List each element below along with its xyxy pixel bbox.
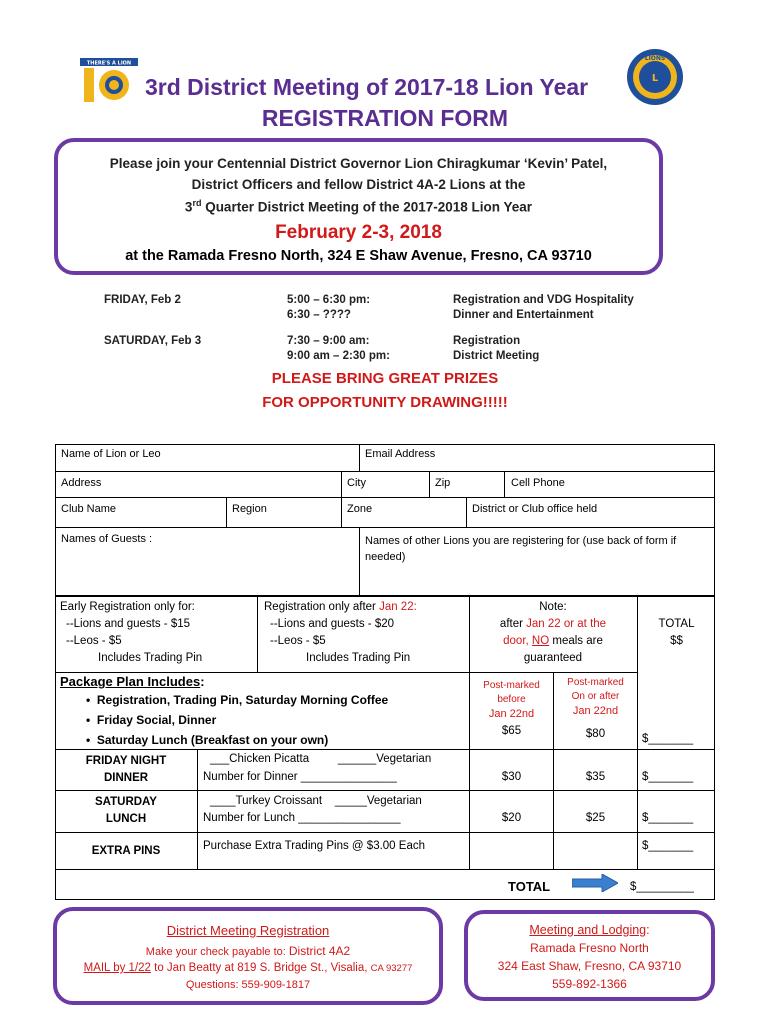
other-lions-field[interactable]: Names of other Lions you are registering for (use back of form if needed) — [365, 535, 677, 563]
extra-pins-label: EXTRA PINS — [91, 845, 161, 857]
friday-price-after: $35 — [585, 771, 606, 783]
grand-total-blank[interactable]: $_________ — [630, 881, 694, 893]
late-note: Note: after Jan 22 or at the door, NO meals are guaranteed — [499, 601, 607, 664]
lodging-address: 324 East Shaw, Fresno, CA 93710 — [497, 959, 682, 973]
saturday-lunch-options[interactable]: ____Turkey Croissant _____Vegetarian — [210, 795, 422, 807]
schedule-times-saturday: 7:30 – 9:00 am: 9:00 am – 2:30 pm: — [287, 335, 390, 362]
saturday-price-after: $25 — [585, 812, 606, 824]
name-field[interactable]: Name of Lion or Leo — [61, 448, 161, 460]
package-price-after: $80 — [585, 728, 606, 740]
schedule-events-friday: Registration and VDG Hospitality Dinner and Entertainment — [453, 294, 634, 321]
form-heading: REGISTRATION FORM — [261, 105, 509, 131]
prize-notice-1: PLEASE BRING GREAT PRIZES — [271, 370, 499, 387]
friday-dinner-options[interactable]: ___Chicken Picatta ______Vegetarian — [210, 753, 432, 765]
mail-line: MAIL by 1/22 to Jan Beatty at 819 S. Bridge St., Visalia, CA 93277 — [83, 962, 413, 974]
saturday-total-blank[interactable]: $_______ — [642, 812, 694, 824]
friday-dinner-count[interactable]: Number for Dinner _______________ — [203, 771, 397, 783]
guests-field[interactable]: Names of Guests : — [61, 533, 153, 545]
extra-pins-description: Purchase Extra Trading Pins @ $3.00 Each — [203, 840, 425, 852]
friday-price-before: $30 — [501, 771, 522, 783]
lions-emblem — [626, 48, 684, 106]
extra-pins-total-blank[interactable]: $_______ — [642, 840, 694, 852]
postmarked-before-label: Post-marked before Jan 22nd — [483, 680, 540, 720]
early-registration: Early Registration only for: --Lions and guests - $15 --Leos - $5 Includes Trading Pin — [60, 601, 203, 664]
event-date: February 2-3, 2018 — [275, 222, 442, 243]
arrow-right-icon — [572, 874, 618, 897]
schedule-times-friday: 5:00 – 6:30 pm: 6:30 – ???? — [287, 294, 371, 321]
district-office-field[interactable]: District or Club office held — [472, 503, 598, 515]
friday-total-blank[interactable]: $_______ — [642, 771, 694, 783]
package-plan-title: Package Plan Includes: — [60, 674, 205, 689]
intro-line-1: Please join your Centennial District Governor Lion Chiragkumar ‘Kevin’ Patel, — [109, 156, 608, 171]
cell-phone-field[interactable]: Cell Phone — [511, 477, 565, 489]
saturday-lunch-label: SATURDAY LUNCH — [95, 796, 157, 825]
zip-field[interactable]: Zip — [435, 477, 451, 489]
package-item: • Saturday Lunch (Breakfast on your own) — [86, 733, 329, 747]
package-item: • Friday Social, Dinner — [86, 713, 217, 727]
schedule-events-saturday: Registration District Meeting — [453, 335, 540, 362]
package-price-before: $65 — [501, 725, 522, 737]
city-field[interactable]: City — [347, 477, 366, 489]
svg-text:THERE'S A LION: THERE'S A LION — [86, 60, 132, 67]
schedule-day-saturday: SATURDAY, Feb 3 — [104, 335, 202, 347]
saturday-lunch-count[interactable]: Number for Lunch ________________ — [203, 812, 401, 824]
event-venue: at the Ramada Fresno North, 324 E Shaw Avenue, Fresno, CA 93710 — [125, 248, 592, 264]
intro-line-3: 3rd Quarter District Meeting of the 2017-2018 Lion Year — [184, 198, 533, 215]
postmarked-after-label: Post-marked On or after Jan 22nd — [567, 677, 624, 717]
grand-total-label: TOTAL — [508, 879, 551, 894]
club-name-field[interactable]: Club Name — [61, 503, 117, 515]
centennial-logo — [80, 58, 138, 104]
total-column-header: TOTAL $$ — [658, 618, 695, 647]
package-item: • Registration, Trading Pin, Saturday Morning Coffee — [86, 693, 389, 707]
page-title: 3rd District Meeting of 2017-18 Lion Year — [145, 74, 589, 100]
friday-dinner-label: FRIDAY NIGHT DINNER — [85, 755, 167, 784]
address-field[interactable]: Address — [61, 477, 102, 489]
district-registration-title: District Meeting Registration — [166, 923, 330, 938]
region-field[interactable]: Region — [232, 503, 267, 515]
payable-line: Make your check payable to: District 4A2 — [145, 944, 351, 958]
intro-line-2: District Officers and fellow District 4A-2 Lions at the — [191, 177, 526, 192]
package-total-blank[interactable]: $_______ — [642, 733, 694, 745]
lodging-hotel: Ramada Fresno North — [530, 941, 649, 955]
questions-line: Questions: 559-909-1817 — [185, 979, 311, 991]
email-field[interactable]: Email Address — [365, 448, 436, 460]
saturday-price-before: $20 — [501, 812, 522, 824]
schedule-day-friday: FRIDAY, Feb 2 — [104, 294, 181, 306]
registration-form — [55, 444, 715, 596]
lodging-phone: 559-892-1366 — [552, 977, 627, 991]
zone-field[interactable]: Zone — [347, 503, 373, 515]
lodging-title: Meeting and Lodging: — [529, 923, 650, 937]
svg-text:L: L — [651, 73, 659, 84]
prize-notice-2: FOR OPPORTUNITY DRAWING!!!!! — [262, 394, 508, 411]
svg-text:LIONS: LIONS — [644, 55, 666, 62]
late-registration: Registration only after Jan 22: --Lions and guests - $20 --Leos - $5 Includes Trading Pin — [264, 601, 417, 664]
